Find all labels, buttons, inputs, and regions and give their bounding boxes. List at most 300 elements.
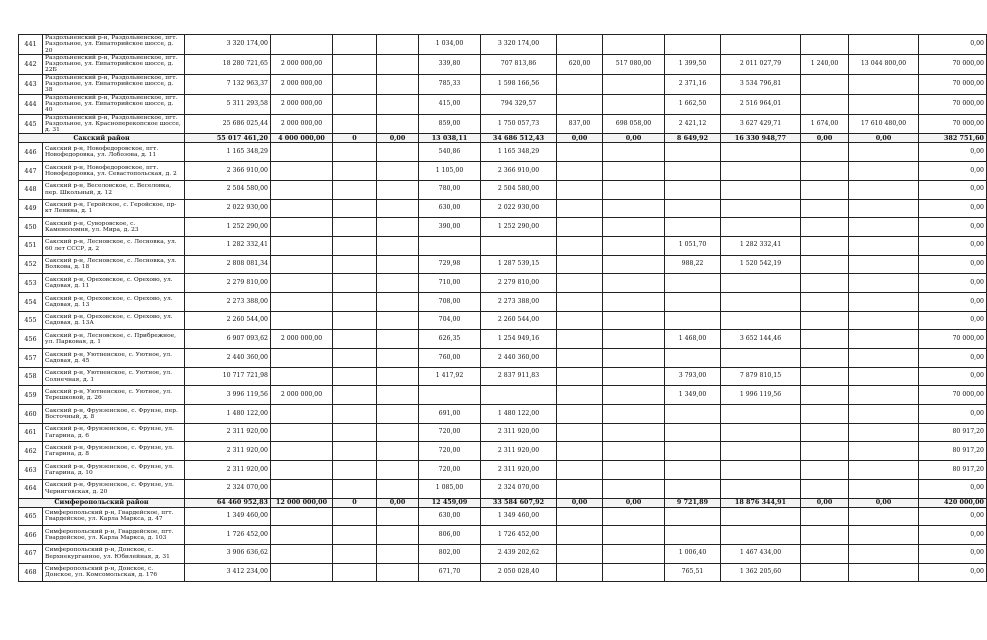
table-row [19, 367, 987, 386]
value-cell [849, 180, 919, 199]
value-cell [557, 255, 603, 274]
table-row [19, 274, 987, 293]
value-cell [801, 180, 849, 199]
value-cell [721, 162, 801, 181]
value-cell [665, 461, 721, 480]
value-cell [849, 386, 919, 405]
value-cell: 64 460 952,83 [185, 498, 271, 507]
value-cell: 0,00 [919, 143, 987, 162]
value-cell: 1 349 460,00 [185, 507, 271, 526]
address-cell: Сакский р-н, Фрунзенское, с. Фрунзе, пер. Восточный, д. 8 [43, 405, 185, 424]
value-cell: 2 366 910,00 [185, 162, 271, 181]
value-cell: 630,00 [419, 507, 481, 526]
value-cell [801, 292, 849, 311]
value-cell [849, 74, 919, 94]
value-cell [849, 442, 919, 461]
value-cell [271, 311, 333, 330]
value-cell: 1 105,00 [419, 162, 481, 181]
value-cell [333, 330, 377, 349]
value-cell: 3 996 119,56 [185, 386, 271, 405]
value-cell: 10 717 721,98 [185, 367, 271, 386]
value-cell: 339,80 [419, 54, 481, 74]
table-row [19, 199, 987, 218]
value-cell [603, 94, 665, 114]
value-cell: 80 917,20 [919, 442, 987, 461]
value-cell [557, 236, 603, 255]
value-cell [721, 507, 801, 526]
value-cell: 2 273 388,00 [481, 292, 557, 311]
row-number: 459 [19, 386, 43, 405]
value-cell: 70 000,00 [919, 94, 987, 114]
value-cell [603, 330, 665, 349]
value-cell [665, 180, 721, 199]
value-cell [603, 74, 665, 94]
value-cell [557, 563, 603, 582]
value-cell: 1 417,92 [419, 367, 481, 386]
address-cell: Сакский р-н, Веселовское, с. Веселовка, пер. Школьный, д. 12 [43, 180, 185, 199]
value-cell: 0,00 [849, 498, 919, 507]
value-cell [271, 442, 333, 461]
table-row [19, 236, 987, 255]
value-cell [801, 479, 849, 498]
value-cell: 1 051,70 [665, 236, 721, 255]
value-cell [801, 526, 849, 545]
value-cell [557, 544, 603, 563]
district-subtotal-row [19, 498, 987, 507]
row-number: 455 [19, 311, 43, 330]
value-cell: 720,00 [419, 442, 481, 461]
value-cell [333, 143, 377, 162]
address-cell: Симферопольский р-н, Гвардейское, пгт. Гвардейское, ул. Карла Маркса, д. 103 [43, 526, 185, 545]
value-cell [333, 74, 377, 94]
value-cell [557, 405, 603, 424]
value-cell [801, 330, 849, 349]
district-subtotal-row [19, 134, 987, 143]
value-cell [333, 218, 377, 237]
table-row [19, 162, 987, 181]
value-cell: 2 504 580,00 [185, 180, 271, 199]
value-cell: 70 000,00 [919, 74, 987, 94]
value-cell: 2 504 580,00 [481, 180, 557, 199]
value-cell [721, 35, 801, 55]
value-cell: 2 011 027,79 [721, 54, 801, 74]
value-cell [333, 442, 377, 461]
table-row [19, 386, 987, 405]
address-cell: Сакский р-н, Ореховское, с. Орехово, ул. Садовая, д. 13 [43, 292, 185, 311]
address-cell: Сакский р-н, Лесновское, с. Лесновка, ул. Волкова, д. 18 [43, 255, 185, 274]
row-number: 450 [19, 218, 43, 237]
value-cell [801, 94, 849, 114]
value-cell [665, 349, 721, 368]
value-cell [271, 349, 333, 368]
value-cell [557, 330, 603, 349]
value-cell [849, 35, 919, 55]
value-cell [377, 54, 419, 74]
value-cell [665, 442, 721, 461]
value-cell: 382 751,60 [919, 134, 987, 143]
value-cell: 988,22 [665, 255, 721, 274]
value-cell: 3 412 234,00 [185, 563, 271, 582]
value-cell: 710,00 [419, 274, 481, 293]
value-cell: 0,00 [919, 507, 987, 526]
value-cell [801, 349, 849, 368]
value-cell: 6 907 093,62 [185, 330, 271, 349]
value-cell [271, 218, 333, 237]
value-cell [849, 405, 919, 424]
value-cell: 0,00 [557, 498, 603, 507]
value-cell [271, 507, 333, 526]
value-cell: 1 034,00 [419, 35, 481, 55]
value-cell: 0,00 [919, 274, 987, 293]
value-cell: 1 726 452,00 [481, 526, 557, 545]
value-cell [801, 405, 849, 424]
value-cell [557, 35, 603, 55]
value-cell [721, 218, 801, 237]
address-cell: Симферопольский р-н, Донское, с. Донское, ул. Комсомольская, д. 176 [43, 563, 185, 582]
value-cell: 1 362 205,60 [721, 563, 801, 582]
value-cell: 2 440 360,00 [481, 349, 557, 368]
value-cell: 708,00 [419, 292, 481, 311]
value-cell [333, 54, 377, 74]
value-cell: 720,00 [419, 423, 481, 442]
row-number: 458 [19, 367, 43, 386]
value-cell: 720,00 [419, 461, 481, 480]
value-cell [665, 479, 721, 498]
address-cell: Сакский р-н, Фрунзенское, с. Фрунзе, ул. Черниговская, д. 20 [43, 479, 185, 498]
value-cell [603, 442, 665, 461]
value-cell [557, 94, 603, 114]
value-cell [377, 143, 419, 162]
value-cell [849, 563, 919, 582]
table-row [19, 94, 987, 114]
value-cell: 70 000,00 [919, 114, 987, 134]
value-cell: 3 320 174,00 [481, 35, 557, 55]
value-cell [271, 143, 333, 162]
row-number: 468 [19, 563, 43, 582]
value-cell: 0 [333, 498, 377, 507]
value-cell [271, 526, 333, 545]
value-cell [603, 526, 665, 545]
value-cell [603, 386, 665, 405]
value-cell [801, 507, 849, 526]
value-cell: 0,00 [919, 218, 987, 237]
value-cell: 0,00 [919, 349, 987, 368]
value-cell [557, 461, 603, 480]
row-number: 447 [19, 162, 43, 181]
value-cell [557, 311, 603, 330]
value-cell [271, 162, 333, 181]
address-cell: Сакский р-н, Новофедоровское, пгт. Новофедоровка, ул. Севастопольская, д. 2 [43, 162, 185, 181]
row-number: 465 [19, 507, 43, 526]
value-cell: 80 917,20 [919, 461, 987, 480]
value-cell [271, 423, 333, 442]
value-cell: 1 399,50 [665, 54, 721, 74]
value-cell [801, 218, 849, 237]
value-cell: 780,00 [419, 180, 481, 199]
value-cell [849, 544, 919, 563]
value-cell [333, 461, 377, 480]
value-cell [603, 255, 665, 274]
value-cell: 0,00 [919, 35, 987, 55]
value-cell [603, 367, 665, 386]
value-cell [333, 94, 377, 114]
value-cell: 517 080,00 [603, 54, 665, 74]
value-cell [721, 274, 801, 293]
value-cell [721, 442, 801, 461]
address-cell: Сакский р-н, Ореховское, с. Орехово, ул. Садовая, д. 13А [43, 311, 185, 330]
value-cell [801, 255, 849, 274]
value-cell [557, 274, 603, 293]
value-cell: 2 837 911,83 [481, 367, 557, 386]
value-cell: 1 282 332,41 [185, 236, 271, 255]
value-cell [377, 563, 419, 582]
value-cell: 5 311 293,58 [185, 94, 271, 114]
address-cell: Сакский р-н, Фрунзенское, с. Фрунзе, ул. Гагарина, д. 10 [43, 461, 185, 480]
address-cell: Раздольненский р-н, Раздольненское, пгт. Раздольное, ул. Евпаторийское шоссе, д. 40 [43, 94, 185, 114]
value-cell [333, 526, 377, 545]
value-cell [603, 180, 665, 199]
value-cell: 0,00 [919, 255, 987, 274]
value-cell [721, 180, 801, 199]
address-cell: Сакский р-н, Геройское, с. Геройское, пр-кт Ленина, д. 1 [43, 199, 185, 218]
row-number: 452 [19, 255, 43, 274]
value-cell [333, 162, 377, 181]
row-number: 462 [19, 442, 43, 461]
value-cell [801, 386, 849, 405]
value-cell [849, 330, 919, 349]
address-cell: Сакский р-н, Уютненское, с. Уютное, ул. Солнечная, д. 1 [43, 367, 185, 386]
value-cell [333, 367, 377, 386]
value-cell: 704,00 [419, 311, 481, 330]
value-cell [377, 442, 419, 461]
value-cell: 0,00 [919, 367, 987, 386]
value-cell: 3 534 796,81 [721, 74, 801, 94]
value-cell [377, 199, 419, 218]
value-cell: 0,00 [603, 498, 665, 507]
value-cell [801, 274, 849, 293]
value-cell: 1 467 434,00 [721, 544, 801, 563]
repair-program-table [18, 34, 987, 582]
value-cell: 415,00 [419, 94, 481, 114]
value-cell [377, 544, 419, 563]
value-cell [271, 563, 333, 582]
value-cell: 25 686 025,44 [185, 114, 271, 134]
value-cell [557, 526, 603, 545]
table-row [19, 74, 987, 94]
row-number: 451 [19, 236, 43, 255]
value-cell: 1 726 452,00 [185, 526, 271, 545]
value-cell: 2 000 000,00 [271, 54, 333, 74]
value-cell [271, 199, 333, 218]
value-cell [849, 274, 919, 293]
value-cell [271, 461, 333, 480]
value-cell [377, 236, 419, 255]
address-cell: Сакский р-н, Лесновское, с. Прибрежное, ул. Парковая, д. 1 [43, 330, 185, 349]
value-cell: 0,00 [919, 162, 987, 181]
value-cell: 2 311 920,00 [185, 423, 271, 442]
value-cell [557, 367, 603, 386]
table-row [19, 218, 987, 237]
value-cell [333, 114, 377, 134]
value-cell: 0,00 [801, 498, 849, 507]
value-cell: 765,51 [665, 563, 721, 582]
row-number: 464 [19, 479, 43, 498]
value-cell [557, 74, 603, 94]
value-cell [849, 311, 919, 330]
value-cell: 7 132 963,37 [185, 74, 271, 94]
address-cell: Сакский р-н, Уютненское, с. Уютное, ул. Терешковой, д. 26 [43, 386, 185, 405]
value-cell: 1 674,00 [801, 114, 849, 134]
value-cell: 2 260 544,00 [481, 311, 557, 330]
value-cell [665, 405, 721, 424]
value-cell: 2 311 920,00 [481, 423, 557, 442]
value-cell [333, 386, 377, 405]
address-cell: Раздольненский р-н, Раздольненское, пгт. Раздольное, ул. Евпаторийское шоссе, д. 22Б [43, 54, 185, 74]
address-cell: Сакский р-н, Лесновское, с. Лесновка, ул. 60 лет СССР, д. 2 [43, 236, 185, 255]
address-cell: Сакский р-н, Суворовское, с. Каменоломня, ул. Мира, д. 23 [43, 218, 185, 237]
value-cell [721, 405, 801, 424]
value-cell: 3 320 174,00 [185, 35, 271, 55]
value-cell: 1 282 332,41 [721, 236, 801, 255]
value-cell: 1 287 539,15 [481, 255, 557, 274]
value-cell: 2 279 810,00 [185, 274, 271, 293]
value-cell [377, 479, 419, 498]
value-cell [377, 386, 419, 405]
value-cell: 70 000,00 [919, 54, 987, 74]
table-row [19, 479, 987, 498]
value-cell: 2 000 000,00 [271, 114, 333, 134]
value-cell [271, 180, 333, 199]
value-cell: 1 598 166,56 [481, 74, 557, 94]
value-cell [849, 526, 919, 545]
value-cell: 0,00 [849, 134, 919, 143]
value-cell: 12 000 000,00 [271, 498, 333, 507]
value-cell [419, 236, 481, 255]
value-cell: 1 006,40 [665, 544, 721, 563]
value-cell: 785,33 [419, 74, 481, 94]
value-cell: 2 000 000,00 [271, 74, 333, 94]
value-cell: 2 371,16 [665, 74, 721, 94]
value-cell [801, 544, 849, 563]
value-cell [721, 423, 801, 442]
table-row [19, 292, 987, 311]
value-cell [603, 349, 665, 368]
value-cell: 630,00 [419, 199, 481, 218]
value-cell [801, 311, 849, 330]
value-cell [603, 461, 665, 480]
value-cell [721, 349, 801, 368]
value-cell: 2 311 920,00 [185, 442, 271, 461]
value-cell [801, 442, 849, 461]
value-cell [721, 479, 801, 498]
value-cell: 2 050 028,40 [481, 563, 557, 582]
row-number: 449 [19, 199, 43, 218]
value-cell [603, 199, 665, 218]
value-cell [557, 507, 603, 526]
value-cell: 2 311 920,00 [185, 461, 271, 480]
value-cell: 3 906 636,62 [185, 544, 271, 563]
value-cell [333, 236, 377, 255]
value-cell: 1 996 119,56 [721, 386, 801, 405]
value-cell [665, 311, 721, 330]
row-number: 460 [19, 405, 43, 424]
value-cell: 3 793,00 [665, 367, 721, 386]
value-cell [849, 479, 919, 498]
value-cell: 3 627 429,71 [721, 114, 801, 134]
address-cell: Сакский р-н, Ореховское, с. Орехово, ул. Садовая, д. 11 [43, 274, 185, 293]
row-number: 466 [19, 526, 43, 545]
value-cell: 0,00 [919, 311, 987, 330]
value-cell [557, 143, 603, 162]
value-cell [377, 292, 419, 311]
value-cell [333, 423, 377, 442]
value-cell: 2 421,12 [665, 114, 721, 134]
value-cell: 0,00 [919, 405, 987, 424]
value-cell [849, 349, 919, 368]
value-cell: 12 459,09 [419, 498, 481, 507]
value-cell [377, 162, 419, 181]
table-row [19, 563, 987, 582]
value-cell [377, 94, 419, 114]
value-cell [557, 292, 603, 311]
value-cell [603, 405, 665, 424]
value-cell: 1 520 542,19 [721, 255, 801, 274]
table-row [19, 330, 987, 349]
value-cell [271, 544, 333, 563]
value-cell [557, 180, 603, 199]
value-cell: 1 662,50 [665, 94, 721, 114]
value-cell [801, 367, 849, 386]
value-cell: 18 876 344,91 [721, 498, 801, 507]
value-cell: 707 813,86 [481, 54, 557, 74]
value-cell [557, 479, 603, 498]
value-cell [801, 236, 849, 255]
row-number: 454 [19, 292, 43, 311]
value-cell: 16 330 948,77 [721, 134, 801, 143]
value-cell [603, 274, 665, 293]
value-cell: 13 044 800,00 [849, 54, 919, 74]
table-row [19, 442, 987, 461]
value-cell [849, 199, 919, 218]
value-cell [377, 218, 419, 237]
table-row [19, 180, 987, 199]
value-cell [333, 563, 377, 582]
value-cell: 1 165 348,29 [481, 143, 557, 162]
value-cell: 2 516 964,01 [721, 94, 801, 114]
document-page [18, 34, 984, 582]
row-number: 441 [19, 35, 43, 55]
value-cell [271, 292, 333, 311]
value-cell [333, 199, 377, 218]
value-cell: 2 022 930,00 [185, 199, 271, 218]
value-cell [333, 35, 377, 55]
value-cell: 859,00 [419, 114, 481, 134]
value-cell: 2 311 920,00 [481, 461, 557, 480]
value-cell: 390,00 [419, 218, 481, 237]
value-cell: 0,00 [603, 134, 665, 143]
value-cell [849, 162, 919, 181]
value-cell: 0,00 [919, 544, 987, 563]
table-row [19, 349, 987, 368]
value-cell [333, 349, 377, 368]
address-cell: Сакский р-н, Фрунзенское, с. Фрунзе, ул. Гагарина, д. 8 [43, 442, 185, 461]
value-cell: 0,00 [919, 563, 987, 582]
district-name: Сакский район [19, 134, 185, 143]
value-cell [665, 292, 721, 311]
address-cell: Раздольненский р-н, Раздольненское, пгт. Раздольное, ул. Евпаторийское шоссе, д. 38 [43, 74, 185, 94]
value-cell [271, 479, 333, 498]
table-row [19, 526, 987, 545]
